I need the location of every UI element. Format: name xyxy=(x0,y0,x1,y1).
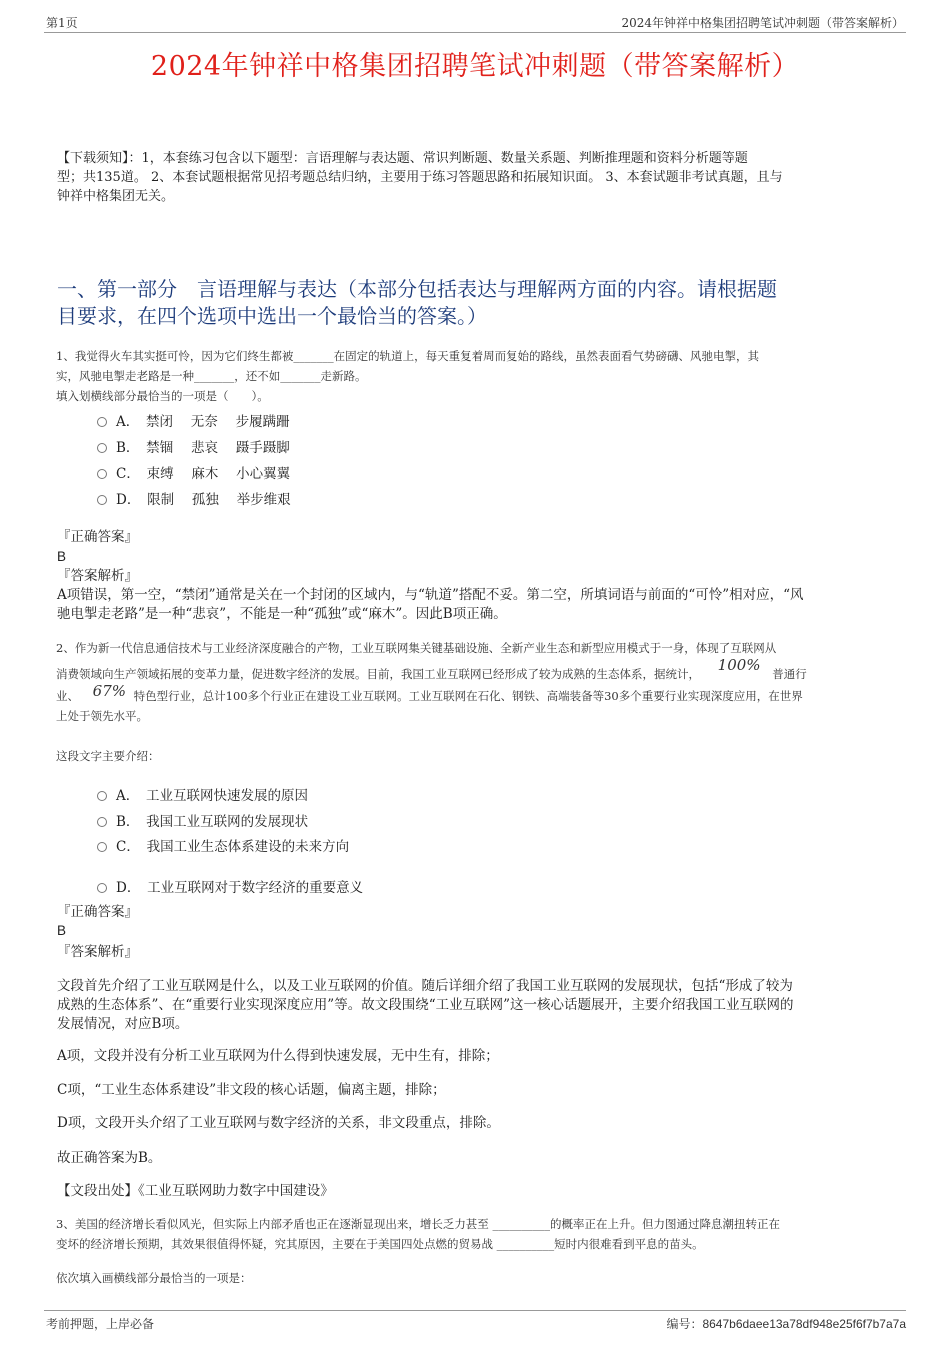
q2-line-3-text: 特色型行业，总计100多个行业正在建设工业互联网。工业互联网在石化、钢铁、高端装备等30多个重要行业实现深度应用，在世界 xyxy=(133,689,803,703)
q1-option-d-label: D． 限制 孤独 举步维艰 xyxy=(116,492,291,508)
percent-67: 67% xyxy=(92,682,126,700)
section-heading-line-1: 一、第一部分 言语理解与表达（本部分包括表达与理解两方面的内容。请根据题 xyxy=(57,277,777,301)
question-1-stem xyxy=(56,346,906,406)
q2-analysis-d: D项，文段开头介绍了工业互联网与数字经济的关系，非文段重点，排除。 xyxy=(57,1115,500,1131)
q2-answer-label: 『正确答案』 xyxy=(57,904,138,920)
section-heading xyxy=(57,276,907,330)
notice-line-1: 【下载须知】：1，本套练习包含以下题型：言语理解与表达题、常识判断题、数量关系题、判断推理题和资料分析题等题 xyxy=(57,151,748,166)
q2-analysis-a: A项，文段并没有分析工业互联网为什么得到快速发展，无中生有，排除； xyxy=(57,1048,499,1064)
q1-analysis-line-1: A项错误，第一空，“禁闭”通常是关在一个封闭的区域内，与“轨道”搭配不妥。第二空，所填词语与前面的“可怜”相对应，“风 xyxy=(57,587,804,603)
q2-analysis-line-2: 成熟的生态体系”、在“重要行业实现深度应用”等。故文段围绕“工业互联网”这一核心话题展开，主要介绍我国工业互联网的 xyxy=(57,997,794,1013)
q2-option-c[interactable] xyxy=(97,835,349,855)
radio-icon[interactable] xyxy=(97,443,107,453)
radio-icon[interactable] xyxy=(97,469,107,479)
download-notice xyxy=(57,149,907,206)
q2-analysis-line-1: 文段首先介绍了工业互联网是什么，以及工业互联网的价值。随后详细介绍了我国工业互联网的发展现状，包括“形成了较为 xyxy=(57,978,793,994)
q1-option-c-label: C． 束缚 麻木 小心翼翼 xyxy=(116,466,291,482)
q1-option-b-label: B． 禁锢 悲哀 蹑手蹑脚 xyxy=(116,440,290,456)
q2-line-3-head: 业、 xyxy=(56,689,79,703)
question-3-stem xyxy=(56,1214,906,1254)
q2-prompt: 这段文字主要介绍： xyxy=(56,749,160,763)
q2-source: 【文段出处】《工业互联网助力数字中国建设》 xyxy=(57,1183,334,1199)
notice-line-3: 钟祥中格集团无关。 xyxy=(57,189,175,204)
question-2-stem xyxy=(56,638,906,726)
radio-icon[interactable] xyxy=(97,842,107,852)
q1-analysis xyxy=(57,586,907,624)
q2-option-d[interactable] xyxy=(97,876,363,896)
footer-slogan: 考前押题，上岸必备 xyxy=(46,1317,155,1331)
q1-analysis-label: 『答案解析』 xyxy=(57,568,138,584)
q3-line-1: 3、美国的经济增长看似风光，但实际上内部矛盾也正在逐渐显现出来，增长乏力甚至 __________的概率正在上升。但力图通过降息潮扭转正在 xyxy=(56,1217,780,1231)
q2-option-a-label: A． 工业互联网快速发展的原因 xyxy=(116,788,308,804)
q2-option-d-label: D． 工业互联网对于数字经济的重要意义 xyxy=(116,880,364,896)
q2-option-b-label: B． 我国工业互联网的发展现状 xyxy=(116,814,309,830)
notice-line-2: 型；共135道。 2、本套试题根据常见招考题总结归纳，主要用于练习答题思路和拓展知识面。 3、本套试题非考试真题，且与 xyxy=(57,170,783,185)
q1-option-a[interactable] xyxy=(97,410,290,430)
q2-line-1: 2、作为新一代信息通信技术与工业经济深度融合的产物，工业互联网集关键基础设施、全新产业生态和新型应用模式于一身，体现了互联网从 xyxy=(56,641,777,655)
q2-analysis-line-3: 发展情况，对应B项。 xyxy=(57,1016,189,1032)
q2-analysis-label: 『答案解析』 xyxy=(57,944,138,960)
q2-line-2 xyxy=(56,656,906,684)
footer-code-block xyxy=(666,1315,906,1332)
q1-option-b[interactable] xyxy=(97,436,290,456)
radio-icon[interactable] xyxy=(97,791,107,801)
page-title: 2024年钟祥中格集团招聘笔试冲刺题（带答案解析） xyxy=(150,51,800,82)
footer-code: 8647b6daee13a78df948e25f6f7b7a7a xyxy=(702,1317,906,1331)
percent-100: 100% xyxy=(717,656,761,674)
q2-line-2-text: 消费领域向生产领域拓展的变革力量，促进数字经济的发展。目前，我国工业互联网已经形成了较为成熟的生态体系，据统计， xyxy=(56,667,700,681)
page-number: 第1页 xyxy=(46,16,78,30)
q1-option-a-label: A． 禁闭 无奈 步履蹒跚 xyxy=(116,414,290,430)
q2-line-3 xyxy=(56,682,906,706)
header-doc-title: 2024年钟祥中格集团招聘笔试冲刺题（带答案解析） xyxy=(621,16,904,30)
q1-line-2: 实，风驰电掣走老路是一种_______，还不如_______走新路。 xyxy=(56,369,367,383)
q1-option-d[interactable] xyxy=(97,488,291,508)
radio-icon[interactable] xyxy=(97,883,107,893)
q2-conclusion: 故正确答案为B。 xyxy=(57,1150,162,1166)
q2-option-a[interactable] xyxy=(97,784,308,804)
radio-icon[interactable] xyxy=(97,417,107,427)
q1-answer: B xyxy=(57,549,67,564)
q1-line-1: 1、我觉得火车其实挺可怜，因为它们终生都被_______在固定的轨道上，每天重复着周而复始的路线，虽然表面看气势磅礴、风驰电掣，其 xyxy=(56,349,760,363)
q1-option-c[interactable] xyxy=(97,462,290,482)
q1-answer-label: 『正确答案』 xyxy=(57,529,138,545)
q3-line-2: 变坏的经济增长预期，其效果很值得怀疑，究其原因，主要在于美国四处点燃的贸易战 __________短时内很难看到平息的苗头。 xyxy=(56,1237,704,1251)
q1-line-3: 填入划横线部分最恰当的一项是（ ）。 xyxy=(56,389,269,403)
q2-answer: B xyxy=(57,923,67,938)
q2-analysis-paragraph xyxy=(57,977,907,1034)
q2-option-b[interactable] xyxy=(97,810,308,830)
q2-option-c-label: C． 我国工业生态体系建设的未来方向 xyxy=(116,839,350,855)
q3-prompt: 依次填入画横线部分最恰当的一项是： xyxy=(56,1271,252,1285)
footer-code-label: 编号： xyxy=(666,1317,703,1331)
q2-analysis-c: C项，“工业生态体系建设”非文段的核心话题，偏离主题，排除； xyxy=(57,1082,446,1098)
footer-divider xyxy=(44,1310,906,1311)
header-divider xyxy=(44,32,906,33)
radio-icon[interactable] xyxy=(97,817,107,827)
section-heading-line-2: 目要求，在四个选项中选出一个最恰当的答案。） xyxy=(57,304,487,328)
q2-line-4: 上处于领先水平。 xyxy=(56,709,148,723)
radio-icon[interactable] xyxy=(97,495,107,505)
q2-line-2-tail: 普通行 xyxy=(772,667,807,681)
q1-analysis-line-2: 驰电掣走老路”是一种“悲哀”，不能是一种“孤独”或“麻木”。因此B项正确。 xyxy=(57,606,507,622)
